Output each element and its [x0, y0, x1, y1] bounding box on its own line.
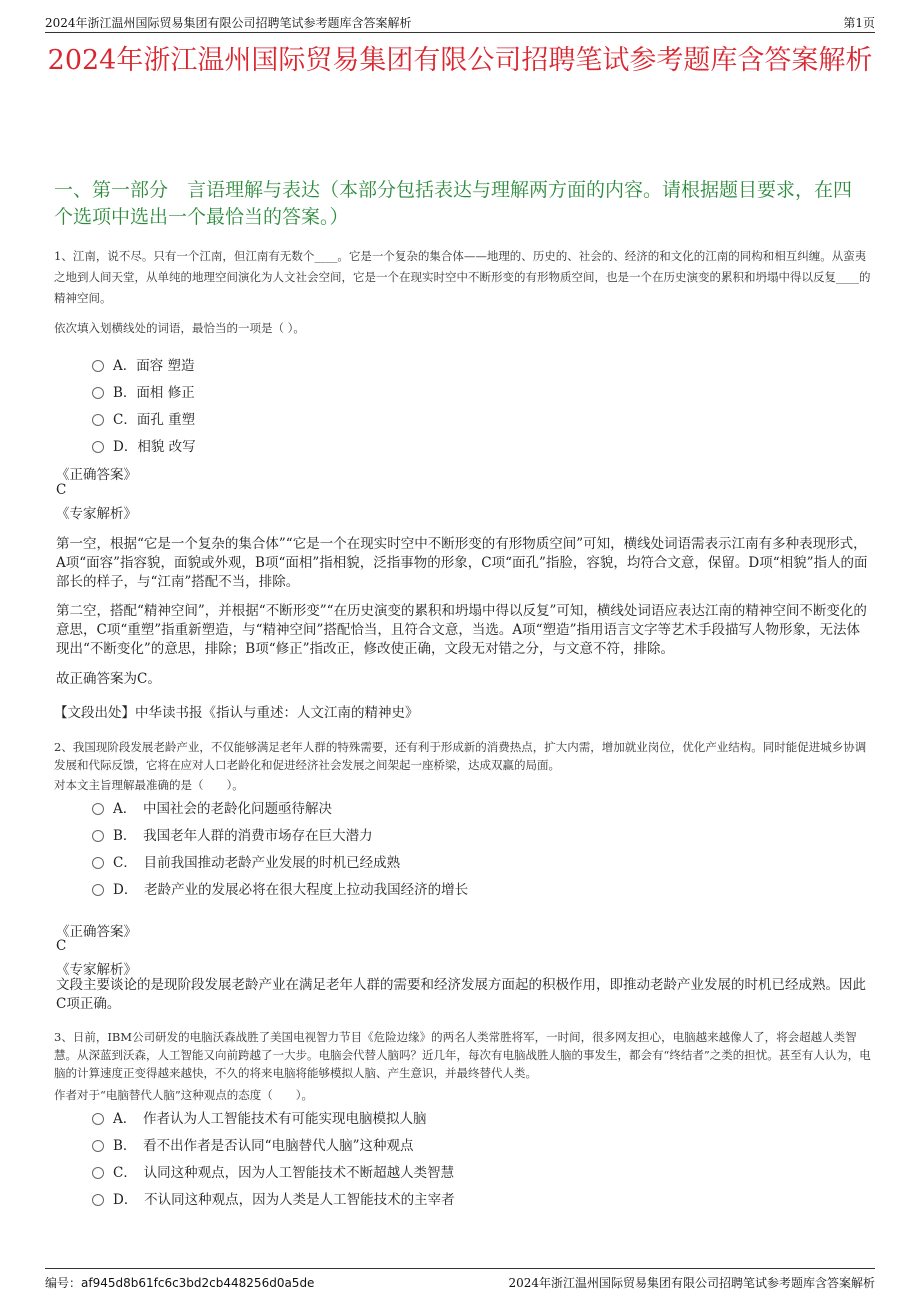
q2-answer-label: 《正确答案》 — [56, 924, 137, 940]
header-doc-title: 2024年浙江温州国际贸易集团有限公司招聘笔试参考题库含答案解析 — [45, 16, 412, 30]
radio-icon[interactable] — [92, 884, 104, 896]
q2-stem: 2、我国现阶段发展老龄产业，不仅能够满足老年人群的特殊需要，还有利于形成新的消费热点，扩大内需，增加就业岗位，优化产业结构。同时能促进城乡协调发展和代际反馈，它将在应对人口老龄化和促进经济社会发展之间架起一座桥梁，达成双赢的局面。 — [54, 740, 867, 772]
q2-prompt: 对本文主旨理解最准确的是（ ）。 — [54, 778, 244, 792]
q1-option-d[interactable] — [92, 435, 196, 455]
q1-stem: 1、江南，说不尽。只有一个江南，但江南有无数个____。它是一个复杂的集合体——地理的、历史的、社会的、经济的和文化的江南的同构和相互纠缠。从蛮夷之地到人间天堂，从单纯的地理空间演化为人文社会空间，它是一个在现实时空中不断形变的有形物质空间，也是一个在历史演变的累积和坍塌中得以反复____的精神空间。 — [54, 249, 871, 305]
header-page-label: 第1页 — [843, 16, 875, 30]
q2-analysis-label: 《专家解析》 — [56, 962, 137, 978]
radio-icon[interactable] — [92, 387, 104, 399]
page-footer — [45, 1268, 875, 1291]
q2-option-a[interactable] — [92, 797, 332, 817]
radio-icon[interactable] — [92, 414, 104, 426]
q3-option-b[interactable] — [92, 1134, 413, 1154]
option-label: A．面容 塑造 — [113, 358, 195, 374]
q1-answer-label: 《正确答案》 — [56, 467, 137, 483]
option-label: D． 不认同这种观点，因为人类是人工智能技术的主宰者 — [113, 1192, 455, 1208]
option-label: C． 认同这种观点，因为人工智能技术不断超越人类智慧 — [113, 1165, 455, 1181]
option-label: B． 看不出作者是否认同“电脑替代人脑”这种观点 — [113, 1138, 414, 1154]
radio-icon[interactable] — [92, 360, 104, 372]
page-header — [45, 12, 875, 33]
q3-stem: 3、日前，IBM公司研发的电脑沃森战胜了美国电视智力节目《危险边缘》的两名人类常胜将军，一时间，很多网友担心，电脑越来越像人了，将会超越人类智慧。从深蓝到沃森，人工智能又向前跨越了一大步。电脑会代替人脑吗？近几年，每次有电脑战胜人脑的事发生，都会有“终结者”之类的担忧。甚至有人认为，电脑的计算速度正变得越来越快，不久的将来电脑将能够模拟人脑、产生意识，并最终替代人类。 — [54, 1030, 871, 1080]
radio-icon[interactable] — [92, 830, 104, 842]
radio-icon[interactable] — [92, 1167, 104, 1179]
q2-option-d[interactable] — [92, 878, 468, 898]
q1-source: 【文段出处】中华读书报《指认与重述：人文江南的精神史》 — [54, 705, 419, 721]
radio-icon[interactable] — [92, 803, 104, 815]
option-label: D．相貌 改写 — [113, 439, 196, 455]
document-title: 2024年浙江温州国际贸易集团有限公司招聘笔试参考题库含答案解析 — [47, 45, 873, 76]
q1-analysis-p3: 故正确答案为C。 — [56, 671, 161, 687]
option-label: B． 我国老年人群的消费市场存在巨大潜力 — [113, 828, 373, 844]
q2-answer: C — [56, 938, 67, 954]
footer-code: 编号：af945d8b61fc6c3bd2cb448256d0a5de — [45, 1276, 315, 1290]
q1-analysis-p1: 第一空，根据“它是一个复杂的集合体”“它是一个在现实时空中不断形变的有形物质空间”可知，横线处词语需表示江南有多种表现形式，A项“面容”指容貌，面貌或外观，B项“面相”指相貌，泛指事物的形象，C项“面孔”指脸，容貌，均符合文意，保留。D项“相貌”指人的面部长的样子，与“江南”搭配不当，排除。 — [56, 536, 868, 590]
q1-option-a[interactable] — [92, 354, 195, 374]
radio-icon[interactable] — [92, 1140, 104, 1152]
radio-icon[interactable] — [92, 1113, 104, 1125]
option-label: D． 老龄产业的发展必将在很大程度上拉动我国经济的增长 — [113, 882, 469, 898]
radio-icon[interactable] — [92, 441, 104, 453]
q2-option-b[interactable] — [92, 824, 373, 844]
option-label: A． 作者认为人工智能技术有可能实现电脑模拟人脑 — [113, 1111, 427, 1127]
option-label: A． 中国社会的老龄化问题亟待解决 — [113, 801, 332, 817]
q1-analysis-label: 《专家解析》 — [56, 506, 137, 522]
footer-doc-title: 2024年浙江温州国际贸易集团有限公司招聘笔试参考题库含答案解析 — [508, 1276, 875, 1290]
q2-option-c[interactable] — [92, 851, 400, 871]
option-label: C． 目前我国推动老龄产业发展的时机已经成熟 — [113, 855, 401, 871]
q1-analysis-p2: 第二空，搭配“精神空间”，并根据“不断形变”“在历史演变的累积和坍塌中得以反复”可知，横线处词语应表达江南的精神空间不断变化的意思，C项“重塑”指重新塑造，与“精神空间”搭配恰当，且符合文意，当选。A项“塑造”指用语言文字等艺术手段描写人物形象，无法体现出“不断变化”的意思，排除；B项“修正”指改正，修改使正确，文段无对错之分，与文意不符，排除。 — [56, 603, 867, 657]
q1-prompt: 依次填入划横线处的词语，最恰当的一项是（ ）。 — [54, 321, 305, 335]
radio-icon[interactable] — [92, 857, 104, 869]
q1-option-b[interactable] — [92, 381, 195, 401]
q2-analysis: 文段主要谈论的是现阶段发展老龄产业在满足老年人群的需要和经济发展方面起的积极作用，即推动老龄产业发展的时机已经成熟。因此C项正确。 — [56, 977, 866, 1012]
q1-option-c[interactable] — [92, 408, 195, 428]
radio-icon[interactable] — [92, 1194, 104, 1206]
q3-option-d[interactable] — [92, 1188, 455, 1208]
q1-answer: C — [56, 482, 67, 498]
option-label: B．面相 修正 — [113, 385, 195, 401]
option-label: C．面孔 重塑 — [113, 412, 196, 428]
q3-prompt: 作者对于“电脑替代人脑”这种观点的态度（ ）。 — [54, 1088, 314, 1102]
q3-option-a[interactable] — [92, 1107, 427, 1127]
q3-option-c[interactable] — [92, 1161, 454, 1181]
section-heading: 一、第一部分 言语理解与表达（本部分包括表达与理解两方面的内容。请根据题目要求，在四个选项中选出一个最恰当的答案。） — [54, 179, 853, 228]
